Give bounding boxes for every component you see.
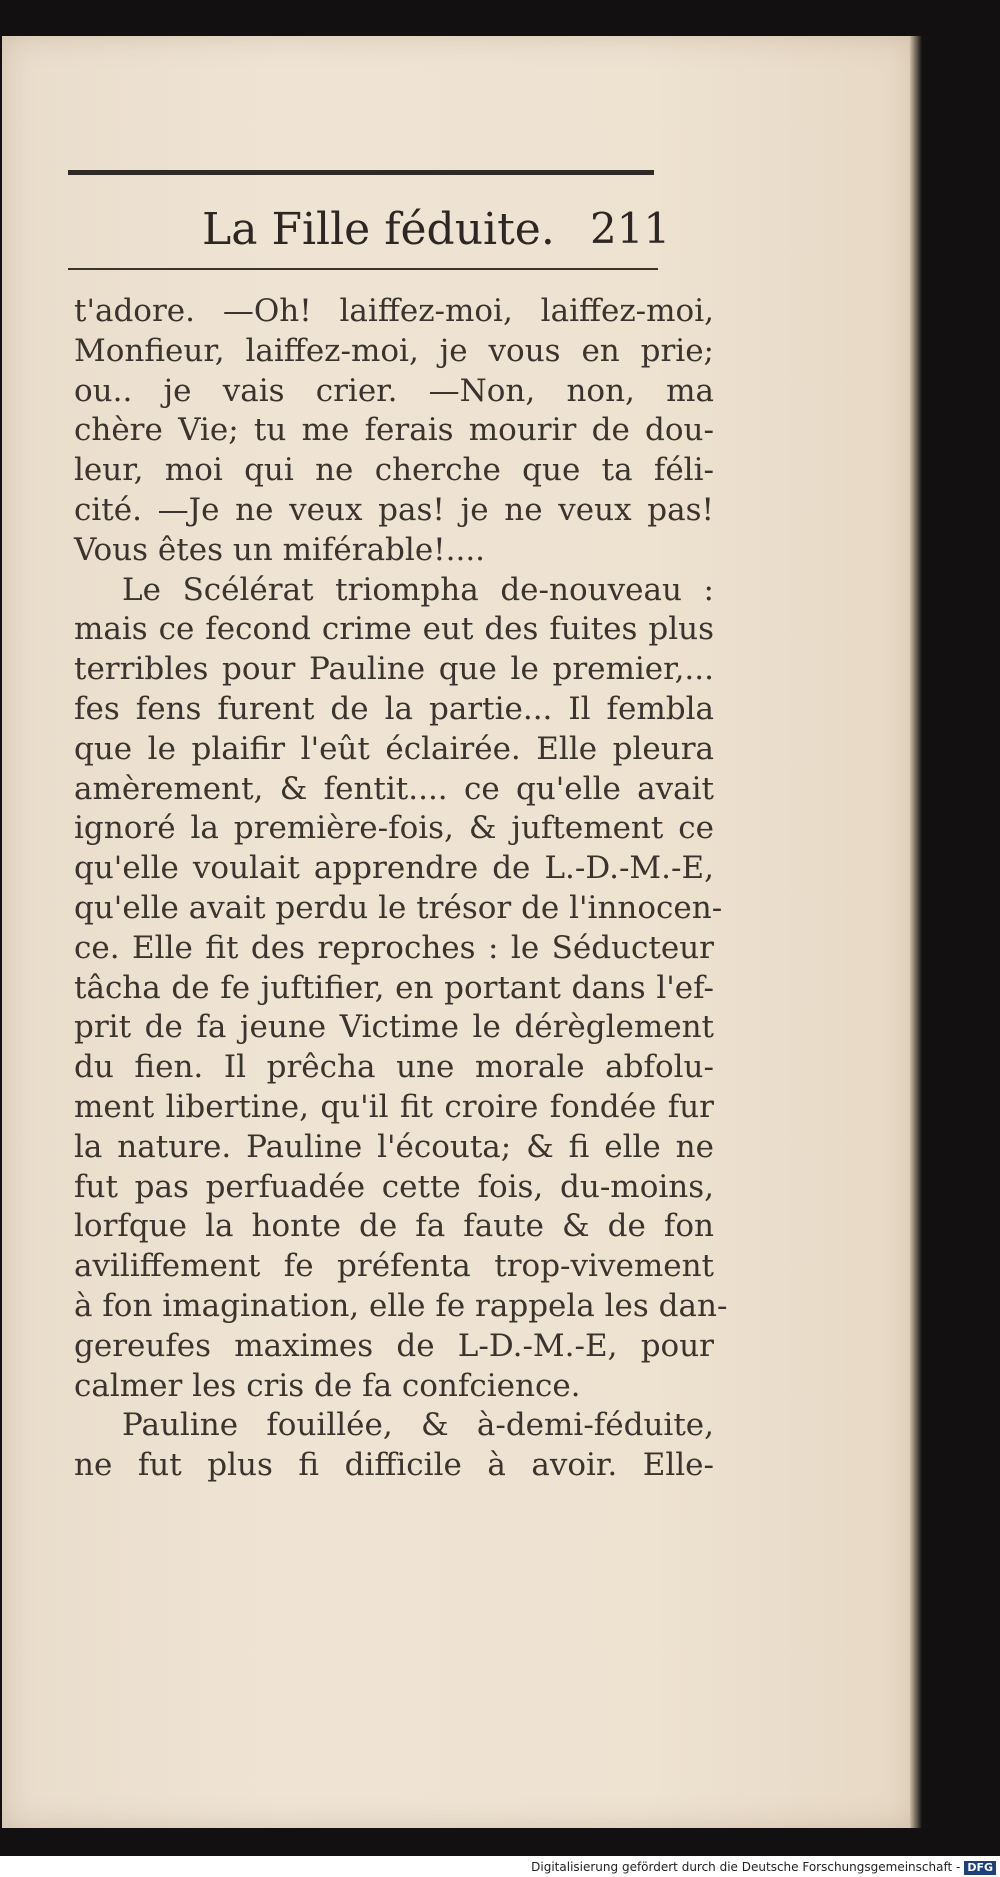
text-line: ou.. je vais crier. —Non, non, ma: [74, 372, 714, 409]
text-line: Pauline fouillée, & à-demi-féduite,: [122, 1407, 714, 1444]
text-line: gereufes maximes de L-D.-M.-E, pour: [74, 1327, 714, 1364]
page-number: 211: [590, 204, 671, 253]
text-line: prit de fa jeune Victime le dérèglement: [74, 1009, 714, 1046]
text-line: t'adore. —Oh! laiffez-moi, laiffez-moi,: [74, 293, 714, 329]
text-line: qu'elle voulait apprendre de L.-D.-M.-E,: [74, 850, 714, 887]
text-line: cité. —Je ne veux pas! je ne veux pas!: [74, 491, 714, 528]
text-line: fes fens furent de la partie... Il fembla: [74, 690, 714, 727]
text-line: amèrement, & fentit.... ce qu'elle avait: [74, 770, 714, 807]
text-line: Vous êtes un miférable!....: [74, 531, 486, 568]
text-line: aviliffement fe préfenta trop-vivement: [74, 1248, 714, 1285]
running-header-title: La Fille féduite.: [202, 204, 555, 255]
text-line: mais ce fecond crime eut des fuites plus: [74, 611, 714, 648]
text-line: lorfque la honte de fa faute & de fon: [74, 1208, 714, 1245]
text-line: fut pas perfuadée cette fois, du-moins,: [74, 1168, 714, 1205]
text-line: ignoré la première-fois, & juftement ce: [74, 810, 714, 847]
text-line: tâcha de fe juftifier, en portant dans l'ef-: [74, 969, 714, 1006]
text-line: qu'elle avait perdu le trésor de l'innocen-: [74, 889, 723, 926]
text-line: leur, moi qui ne cherche que ta féli-: [74, 452, 714, 489]
header-rule-top: [68, 170, 654, 175]
dfg-logo: DFG: [964, 1861, 996, 1875]
text-line: ne fut plus fi difficile à avoir. Elle-: [74, 1447, 714, 1484]
digitization-credit: [531, 1860, 996, 1875]
book-page: [2, 36, 916, 1828]
text-line: Monfieur, laiffez-moi, je vous en prie;: [74, 332, 714, 369]
text-line: terribles pour Pauline que le premier,...: [74, 651, 714, 688]
text-line: à fon imagination, elle fe rappela les dan-: [74, 1287, 728, 1324]
text-line: Le Scélérat triompha de-nouveau :: [122, 571, 714, 608]
text-line: calmer les cris de fa confcience.: [74, 1367, 581, 1404]
text-line: ment libertine, qu'il fit croire fondée fur: [74, 1088, 714, 1125]
header-rule-bottom: [68, 268, 658, 270]
body-text: [74, 292, 728, 1486]
text-line: chère Vie; tu me ferais mourir de dou-: [74, 412, 714, 449]
text-line: ce. Elle fit des reproches : le Séducteur: [74, 929, 714, 966]
text-line: du fien. Il prêcha une morale abfolu-: [74, 1049, 714, 1086]
credit-text: Digitalisierung gefördert durch die Deutsche Forschungsgemeinschaft -: [531, 1860, 961, 1874]
text-line: que le plaifir l'eût éclairée. Elle pleura: [74, 730, 714, 767]
text-line: la nature. Pauline l'écouta; & fi elle ne: [74, 1128, 714, 1165]
